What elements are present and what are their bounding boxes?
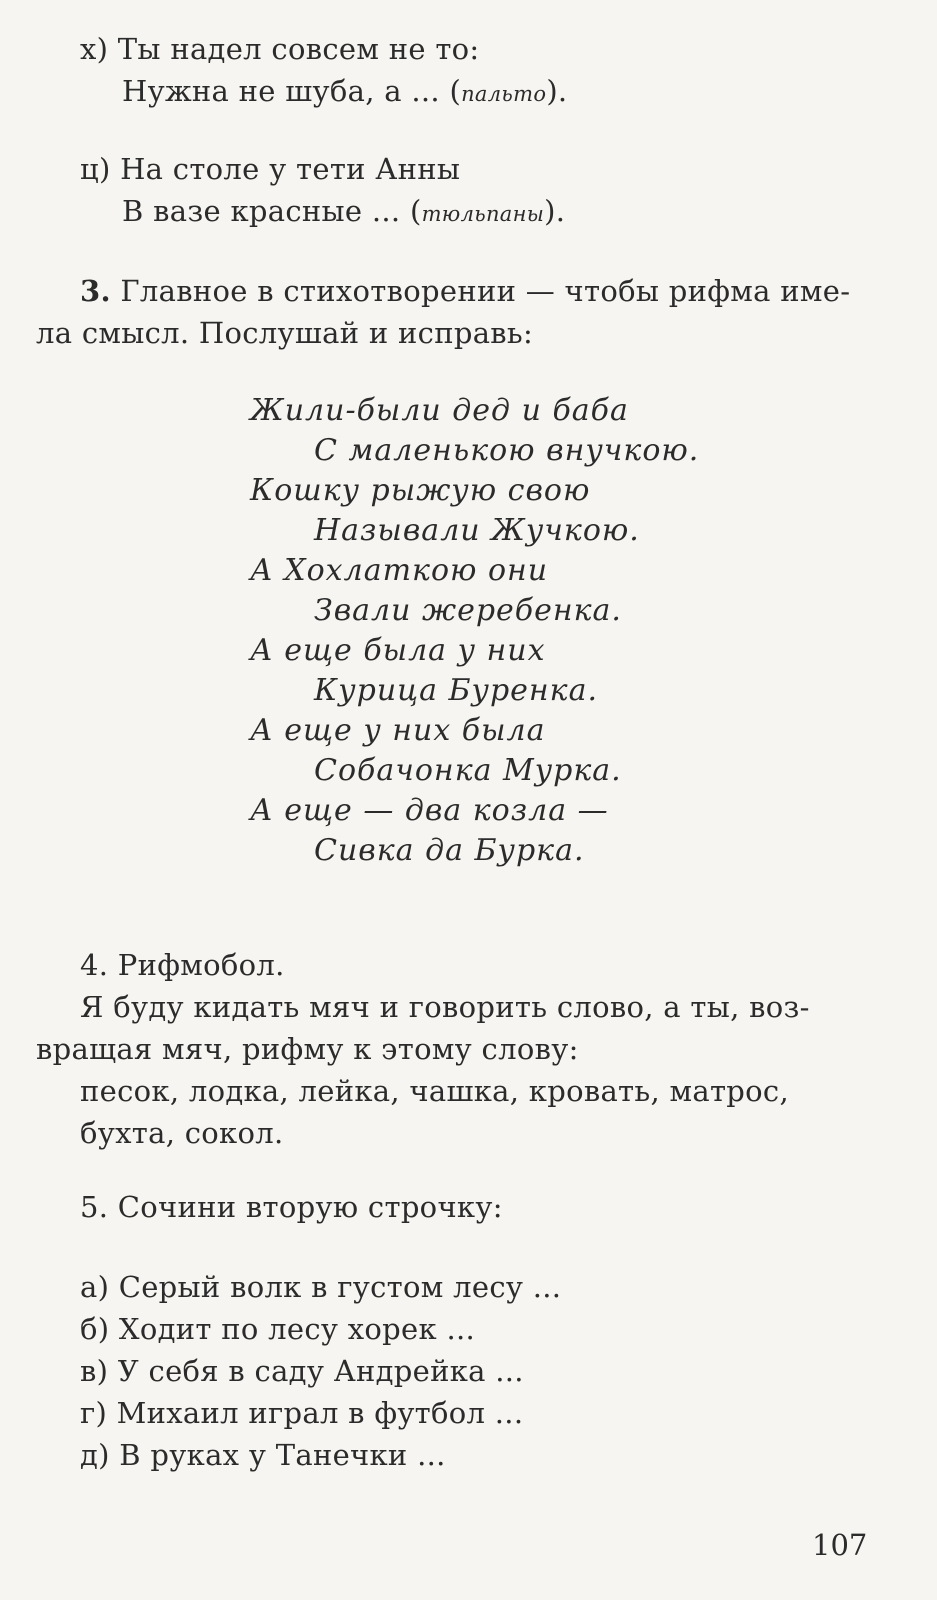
task3-number: 3. bbox=[80, 274, 111, 308]
riddle-x-line1: х) Ты надел совсем не то: bbox=[80, 32, 480, 66]
task3-line2: ла смысл. Послушай и исправь: bbox=[36, 316, 534, 350]
task3-line1-text: Главное в стихотворении — чтобы рифма име- bbox=[110, 274, 851, 308]
task5-item: в) У себя в саду Андрейка ... bbox=[80, 1354, 524, 1388]
riddle-ts-line1: ц) На столе у тети Анны bbox=[80, 152, 461, 186]
page-number: 107 bbox=[812, 1528, 868, 1562]
riddle-ts-answer: тюльпаны bbox=[421, 202, 545, 226]
poem-line: С маленькою внучкою. bbox=[314, 433, 700, 468]
task4-title: 4. Рифмобол. bbox=[80, 948, 285, 982]
task5-item: б) Ходит по лесу хорек ... bbox=[80, 1312, 475, 1346]
poem-line: А Хохлаткою они bbox=[250, 553, 549, 588]
poem-line: А еще у них была bbox=[250, 713, 546, 748]
poem-line: Сивка да Бурка. bbox=[314, 833, 585, 868]
poem-line: А еще — два козла — bbox=[250, 793, 609, 828]
riddle-x-answer: пальто bbox=[461, 82, 547, 106]
poem-line: Называли Жучкою. bbox=[314, 513, 640, 548]
task4-line1: Я буду кидать мяч и говорить слово, а ты, воз- bbox=[80, 990, 810, 1024]
poem-line: А еще была у них bbox=[250, 633, 546, 668]
riddle-x-line2 bbox=[122, 72, 567, 113]
task5-item: г) Михаил играл в футбол ... bbox=[80, 1396, 524, 1430]
riddle-x-prefix: Нужна не шуба, а ... bbox=[122, 74, 450, 108]
riddle-ts-open: ( bbox=[409, 194, 422, 228]
task4-words2: бухта, сокол. bbox=[80, 1116, 284, 1150]
task5-item: д) В руках у Танечки ... bbox=[80, 1438, 446, 1472]
task3-line1 bbox=[80, 272, 850, 310]
riddle-x-open: ( bbox=[449, 74, 462, 108]
task4-line2: вращая мяч, рифму к этому слову: bbox=[36, 1032, 579, 1066]
poem-line: Кошку рыжую свою bbox=[250, 473, 591, 508]
task5-title: 5. Сочини вторую строчку: bbox=[80, 1190, 503, 1224]
poem-line: Собачонка Мурка. bbox=[314, 753, 622, 788]
poem-line: Курица Буренка. bbox=[314, 673, 599, 708]
poem-line: Жили-были дед и баба bbox=[250, 393, 629, 428]
task5-item: а) Серый волк в густом лесу ... bbox=[80, 1270, 562, 1304]
task4-words1: песок, лодка, лейка, чашка, кровать, матрос, bbox=[80, 1074, 789, 1108]
riddle-x-close: ). bbox=[546, 74, 568, 108]
riddle-ts-prefix: В вазе красные ... bbox=[122, 194, 410, 228]
riddle-ts-line2 bbox=[122, 192, 565, 233]
poem-line: Звали жеребенка. bbox=[314, 593, 622, 628]
riddle-ts-close: ). bbox=[544, 194, 566, 228]
